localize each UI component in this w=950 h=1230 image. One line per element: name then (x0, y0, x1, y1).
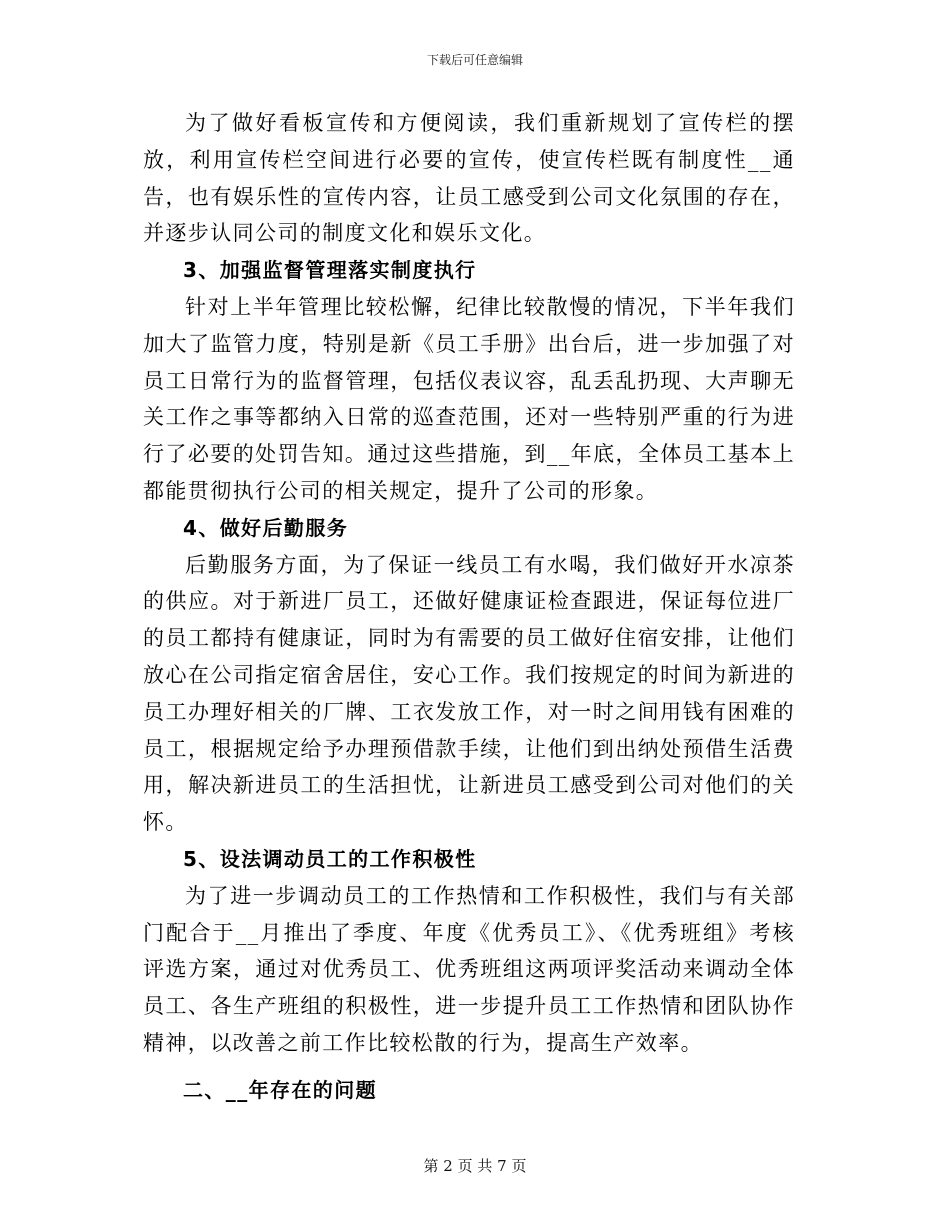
paragraph-bulletin-board: 为了做好看板宣传和方便阅读，我们重新规划了宣传栏的摆放，利用宣传栏空间进行必要的宣传，使宣传栏既有制度性__通告，也有娱乐性的宣传内容，让员工感受到公司文化氛围的存在，并逐步认同公司的制度文化和娱乐文化。 (143, 111, 795, 246)
page-header: 下载后可任意编辑 (426, 53, 523, 67)
heading-supervision: 3、加强监督管理落实制度执行 (183, 258, 477, 283)
page-number: 第 2 页 共 7 页 (423, 1157, 527, 1175)
heading-motivation: 5、设法调动员工的工作积极性 (183, 846, 477, 871)
document-body (143, 105, 795, 1109)
heading-logistics: 4、做好后勤服务 (183, 515, 349, 540)
paragraph-motivation: 为了进一步调动员工的工作热情和工作积极性，我们与有关部门配合于__月推出了季度、年度《优秀员工》、《优秀班组》考核评选方案，通过对优秀员工、优秀班组这两项评奖活动来调动全体员工、各生产班组的积极性，进一步提升员工工作热情和团队协作精神，以改善之前工作比较松散的行为，提高生产效率。 (143, 883, 795, 1055)
paragraph-logistics: 后勤服务方面，为了保证一线员工有水喝，我们做好开水凉茶的供应。对于新进厂员工，还做好健康证检查跟进，保证每位进厂的员工都持有健康证，同时为有需要的员工做好住宿安排，让他们放心在公司指定宿舍居住，安心工作。我们按规定的时间为新进的员工办理好相关的厂牌、工衣发放工作，对一时之间用钱有困难的员工，根据规定给予办理预借款手续，让他们到出纳处预借生活费用，解决新进员工的生活担忧，让新进员工感受到公司对他们的关怀。 (143, 552, 795, 835)
paragraph-supervision: 针对上半年管理比较松懈，纪律比较散慢的情况，下半年我们加大了监管力度，特别是新《员工手册》出台后，进一步加强了对员工日常行为的监督管理，包括仪表议容，乱丢乱扔现、大声聊无关工作之事等都纳入日常的巡查范围，还对一些特别严重的行为进行了必要的处罚告知。通过这些措施，到__年底，全体员工基本上都能贯彻执行公司的相关规定，提升了公司的形象。 (143, 294, 795, 503)
heading-problems: 二、__年存在的问题 (183, 1077, 377, 1102)
